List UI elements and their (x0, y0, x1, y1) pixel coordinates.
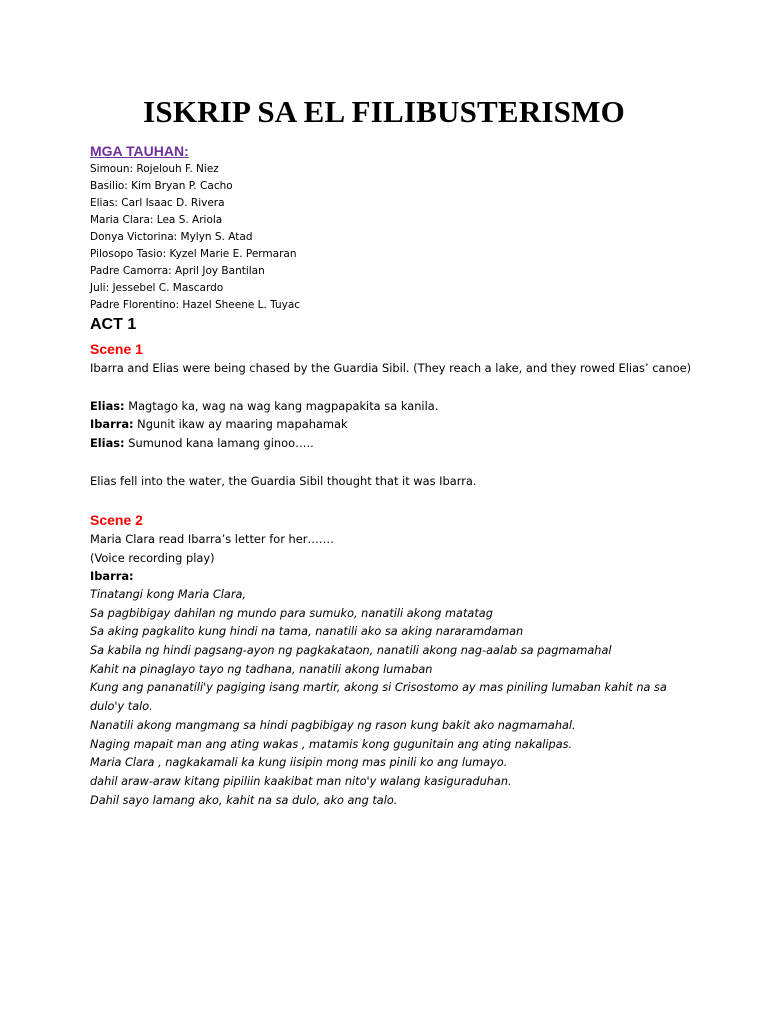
speaker-name: Ibarra: (90, 417, 134, 431)
speaker-name: Elias: (90, 436, 125, 450)
poem-line: Maria Clara , nagkakamali ka kung iisipin mong mas pinili ko ang lumayo. (90, 756, 508, 770)
scene-1-closing: Elias fell into the water, the Guardia Sibil thought that it was Ibarra. (90, 474, 477, 488)
document-title: ISKRIP SA EL FILIBUSTERISMO (143, 94, 625, 129)
scene-2-heading: Scene 2 (90, 512, 143, 528)
cast-item: Elias: Carl Isaac D. Rivera (90, 197, 225, 209)
poem-line: Tinatangi kong Maria Clara, (90, 588, 246, 601)
letter-poem (90, 586, 667, 810)
cast-item: Simoun: Rojelouh F. Niez (90, 163, 219, 175)
act-heading: ACT 1 (90, 316, 137, 333)
dialogue-text: Magtago ka, wag na wag kang magpapakita sa kanila. (124, 399, 439, 413)
cast-item: Maria Clara: Lea S. Ariola (90, 214, 223, 226)
dialogue-line (90, 434, 314, 452)
cast-item: Donya Victorina: Mylyn S. Atad (90, 231, 253, 243)
scene-1-heading: Scene 1 (90, 341, 143, 357)
poem-line: Sa aking pagkalito kung hindi na tama, nanatili ako sa aking nararamdaman (90, 625, 524, 639)
cast-item: Padre Camorra: April Joy Bantilan (90, 265, 265, 277)
stage-note: (Voice recording play) (90, 551, 215, 565)
dialogue-line (90, 397, 438, 415)
poem-line: dahil araw-araw kitang pipiliin kaakibat man nito'y walang kasiguraduhan. (90, 774, 512, 788)
cast-heading: MGA TAUHAN: (90, 143, 189, 159)
cast-item: Juli: Jessebel C. Mascardo (90, 282, 224, 294)
poem-line: Kung ang pananatili'y pagiging isang martir, akong si Crisostomo ay mas piniling lumaban kahit na sa (90, 681, 667, 695)
cast-item: Padre Florentino: Hazel Sheene L. Tuyac (90, 299, 301, 311)
cast-item: Basilio: Kim Bryan P. Cacho (90, 180, 233, 192)
dialogue-line (90, 415, 348, 433)
poem-line: Sa pagbibigay dahilan ng mundo para sumuko, nanatili akong matatag (90, 606, 493, 620)
poem-line: Naging mapait man ang ating wakas , matamis kong gugunitain ang ating nakalipas. (90, 737, 573, 751)
poem-line: Kahit na pinaglayo tayo ng tadhana, nanatili akong lumaban (90, 662, 433, 676)
poem-line: dulo'y talo. (90, 700, 153, 714)
speaker-name (90, 567, 134, 585)
poem-line: Sa kabila ng hindi pagsang-ayon ng pagkakataon, nanatili akong nag-aalab sa pagmamahal (90, 644, 612, 658)
speaker-label: Ibarra: (90, 569, 134, 583)
scene-2-narration: Maria Clara read Ibarra’s letter for her……. (90, 532, 334, 546)
cast-list (90, 161, 300, 314)
cast-item: Pilosopo Tasio: Kyzel Marie E. Permaran (90, 248, 297, 260)
poem-line: Dahil sayo lamang ako, kahit na sa dulo, ako ang talo. (90, 793, 398, 807)
dialogue-text: Sumunod kana lamang ginoo….. (124, 436, 314, 450)
poem-line: Nanatili akong mangmang sa hindi pagbibigay ng rason kung bakit ako nagmamahal. (90, 718, 576, 732)
scene-1-narration: Ibarra and Elias were being chased by the Guardia Sibil. (They reach a lake, and they rowed Elias’ canoe) (90, 361, 692, 375)
dialogue-text: Ngunit ikaw ay maaring mapahamak (133, 417, 348, 431)
speaker-name: Elias: (90, 399, 125, 413)
